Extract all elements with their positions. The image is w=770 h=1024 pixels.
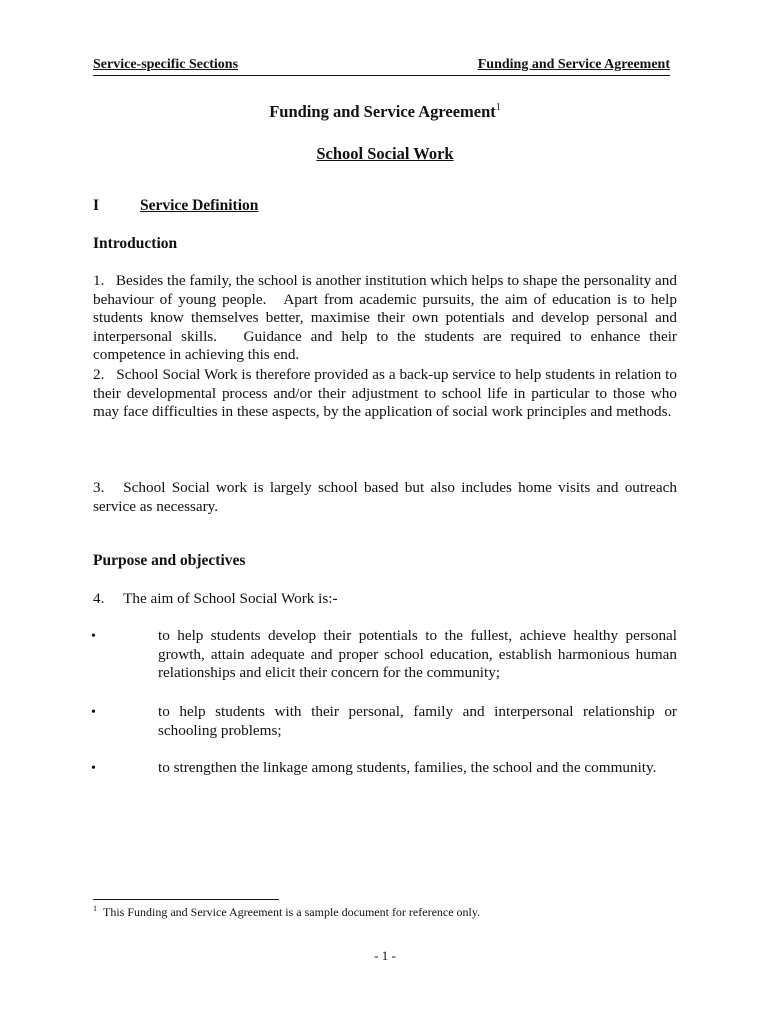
bullet-item-2: to help students with their personal, family and interpersonal relationship or schooling problems; — [158, 703, 677, 739]
document-title — [0, 102, 770, 122]
paragraph-2: 2. School Social Work is therefore provided as a back-up service to help students in relation to their developmental process and/or their adjustment to school life in particular to those who may face difficulties in these aspects, by the application of social work principles and methods. — [93, 366, 677, 421]
header-left: Service-specific Sections — [93, 57, 239, 72]
page-number: - 1 - — [374, 948, 396, 963]
header-right: Funding and Service Agreement — [477, 57, 670, 72]
bullet-item-1: to help students develop their potentials to the fullest, achieve healthy personal growth, attain adequate and proper school education, establish harmonious human relationships and elicit their concern for the community; — [158, 627, 677, 682]
paragraph-1: 1. Besides the family, the school is another institution which helps to shape the personality and behaviour of young people. Apart from academic pursuits, the aim of education is to help students know themselves better, maximise their own potentials and develop personal and interpersonal skills. Guidance and help to the students are required to enhance their competence in achieving this end. — [93, 272, 677, 364]
bullet-icon: • — [91, 629, 96, 644]
running-header — [93, 57, 670, 76]
footnote-mark: 1 — [93, 904, 97, 913]
footnote — [93, 904, 480, 920]
footnote-text: This Funding and Service Agreement is a sample document for reference only. — [103, 905, 481, 919]
section-number: I — [93, 197, 100, 214]
purpose-heading: Purpose and objectives — [93, 552, 246, 569]
footnote-divider — [93, 899, 279, 900]
section-name: Service Definition — [140, 197, 259, 214]
document-title-text: Funding and Service Agreement — [269, 102, 496, 121]
document-subtitle: School Social Work — [316, 144, 454, 163]
bullet-icon: • — [91, 705, 96, 720]
title-footnote-mark: 1 — [495, 102, 501, 113]
paragraph-3: 3. School Social work is largely school based but also includes home visits and outreach service as necessary. — [93, 479, 677, 515]
bullet-item-3: to strengthen the linkage among students, families, the school and the community. — [158, 759, 657, 776]
purpose-lead: 4. The aim of School Social Work is:- — [93, 590, 338, 607]
introduction-heading: Introduction — [93, 235, 178, 252]
bullet-icon: • — [91, 761, 96, 776]
